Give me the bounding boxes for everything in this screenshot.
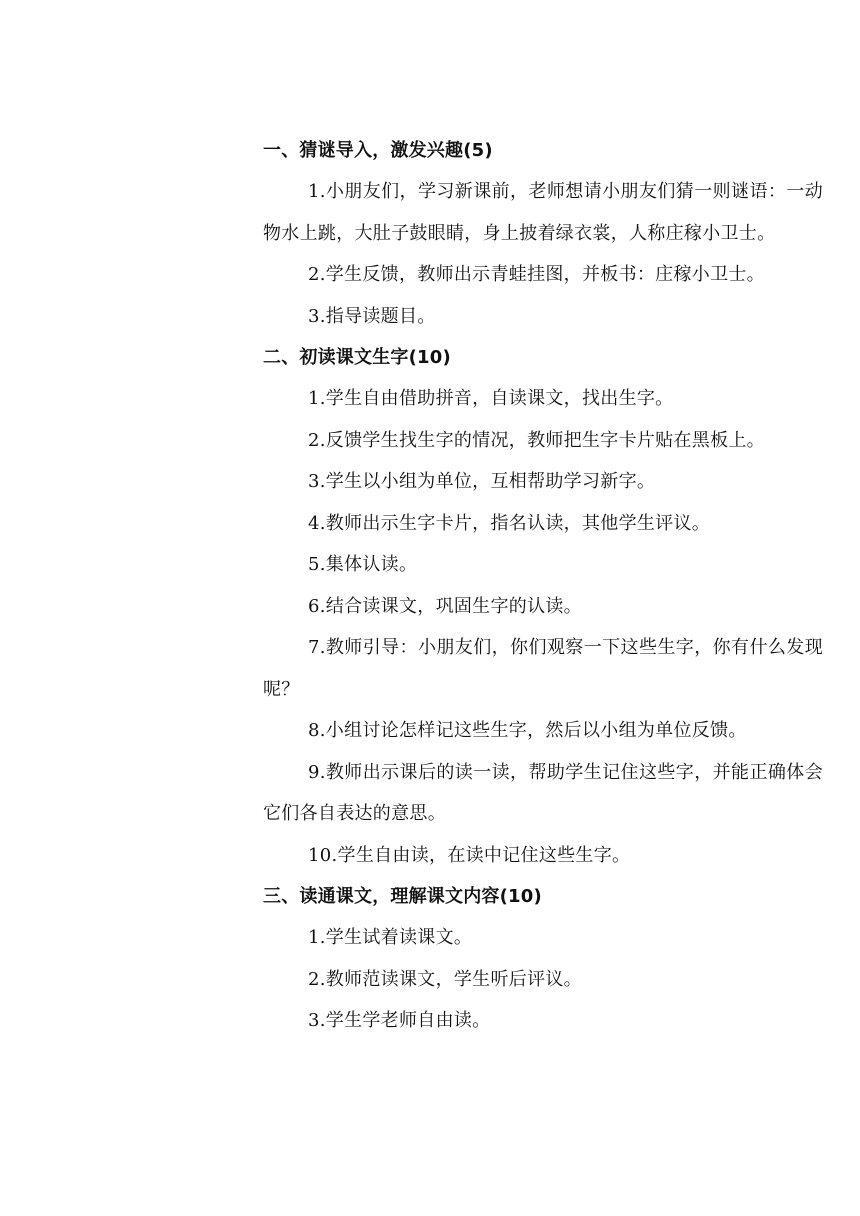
paragraph: 2.学生反馈，教师出示青蛙挂图，并板书：庄稼小卫士。 <box>308 264 765 285</box>
paragraph: 5.集体认读。 <box>308 554 418 575</box>
paragraph: 3.学生学老师自由读。 <box>308 1010 491 1031</box>
paragraph: 1.学生试着读课文。 <box>308 927 473 948</box>
paragraph: 1.学生自由借助拼音，自读课文，找出生字。 <box>308 388 674 409</box>
paragraph: 7.教师引导：小朋友们，你们观察一下这些生字，你有什么发现呢？ <box>263 637 823 700</box>
paragraph: 8.小组讨论怎样记这些生字，然后以小组为单位反馈。 <box>308 720 747 741</box>
section-heading: 三、读通课文，理解课文内容(10) <box>263 886 542 907</box>
paragraph: 6.结合读课文，巩固生字的认读。 <box>308 595 582 617</box>
section-heading: 二、初读课文生字(10) <box>263 347 451 368</box>
section-3 <box>263 876 823 1042</box>
paragraph: 9.教师出示课后的读一读，帮助学生记住这些字，并能正确体会它们各自表达的意思。 <box>263 761 823 824</box>
paragraph: 2.反馈学生找生字的情况，教师把生字卡片贴在黑板上。 <box>308 429 765 451</box>
paragraph: 3.指导读题目。 <box>308 305 436 327</box>
paragraph: 2.教师范读课文，学生听后评议。 <box>308 968 582 990</box>
section-1 <box>263 130 823 337</box>
document-page <box>263 130 823 1042</box>
paragraph: 3.学生以小组为单位，互相帮助学习新字。 <box>308 471 656 492</box>
section-heading: 一、猜谜导入，激发兴趣(5) <box>263 140 493 161</box>
paragraph: 1.小朋友们，学习新课前，老师想请小朋友们猜一则谜语：一动物水上跳，大肚子鼓眼睛，身上披着绿衣裳，人称庄稼小卫士。 <box>263 181 823 244</box>
section-2 <box>263 337 823 876</box>
paragraph: 4.教师出示生字卡片，指名认读，其他学生评议。 <box>308 512 711 534</box>
paragraph: 10.学生自由读，在读中记住这些生字。 <box>308 844 631 866</box>
